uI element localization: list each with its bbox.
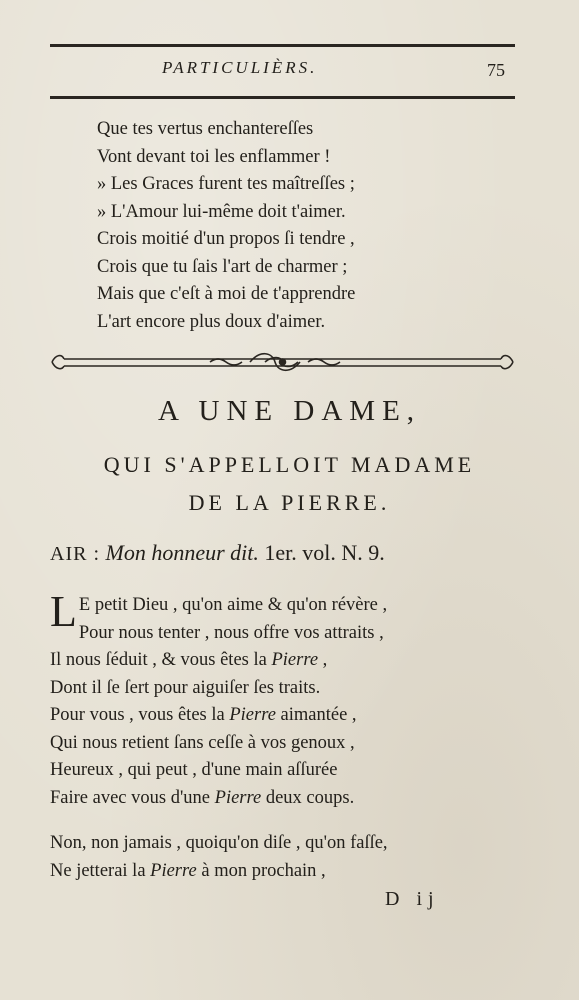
poem-title: A UNE DAME, <box>157 395 422 427</box>
text-run: aimantée , <box>275 705 357 725</box>
poem-line: Crois moitié d'un propos ſi tendre , <box>97 229 355 249</box>
header-rule-top <box>50 44 515 47</box>
poem-continued <box>97 116 355 336</box>
text-run: , <box>318 650 328 670</box>
italic-run: Pierre <box>150 860 197 881</box>
italic-run: Pierre <box>271 650 319 670</box>
stanza-1 <box>50 587 388 812</box>
poem-line <box>50 702 387 730</box>
text-run: Faire avec vous d'une <box>50 787 215 808</box>
poem-line: Crois que tu ſais l'art de charmer ; <box>97 256 348 277</box>
poem-line: Mais que c'eſt à moi de t'apprendre <box>97 284 356 304</box>
poem-line: Dont il ſe ſert pour aiguiſer ſes traits. <box>50 677 321 698</box>
tune-indication <box>50 540 385 566</box>
first-line-text: E petit Dieu , qu'on aime & qu'on révère , <box>78 595 388 615</box>
poem-line: L'art encore plus doux d'aimer. <box>97 311 326 332</box>
page-number: 75 <box>487 60 505 80</box>
poem-subtitle-line1: QUI S'APPELLOIT MADAME <box>103 452 476 477</box>
poem-line: Qui nous retient ſans ceſſe à vos genoux , <box>50 732 355 753</box>
italic-run: Pierre <box>229 705 276 725</box>
poem-line: » Les Graces furent tes maîtreſſes ; <box>97 174 355 194</box>
poem-line: » L'Amour lui-même doit t'aimer. <box>97 201 346 222</box>
text-run: Ne jetterai la <box>50 860 151 881</box>
poem-line: Que tes vertus enchantereſſes <box>97 119 314 139</box>
poem-line <box>50 785 387 813</box>
tune-reference: 1er. vol. N. 9. <box>264 540 385 565</box>
poem-line: Pour nous tenter , nous offre vos attraits , <box>78 622 384 643</box>
text-run: Pour vous , vous êtes la <box>50 705 230 725</box>
poem-line: Heureux , qui peut , d'une main aſſurée <box>50 760 338 780</box>
poem-subtitle-line2: DE LA PIERRE. <box>188 490 391 515</box>
poem-line: Non, non jamais , quoiqu'on diſe , qu'on faſſe, <box>50 833 388 853</box>
running-head: PARTICULIÈRS. <box>162 58 318 77</box>
drop-cap: L <box>50 587 77 636</box>
text-run: à mon prochain , <box>196 860 326 881</box>
signature-mark: D ij <box>385 888 440 910</box>
stanza-2 <box>50 830 388 885</box>
text-run: Il nous ſéduit , & vous êtes la <box>50 650 272 670</box>
decorative-ornament-divider <box>50 348 515 378</box>
poem-line <box>50 858 388 886</box>
italic-run: Pierre <box>214 787 262 808</box>
poem-line <box>50 647 387 675</box>
tune-name: Mon honneur dit. <box>105 540 259 565</box>
header-rule-bottom <box>50 96 515 99</box>
text-run: deux coups. <box>261 787 355 808</box>
air-label: AIR : <box>50 543 100 565</box>
poem-line: Vont devant toi les enflammer ! <box>97 146 331 167</box>
